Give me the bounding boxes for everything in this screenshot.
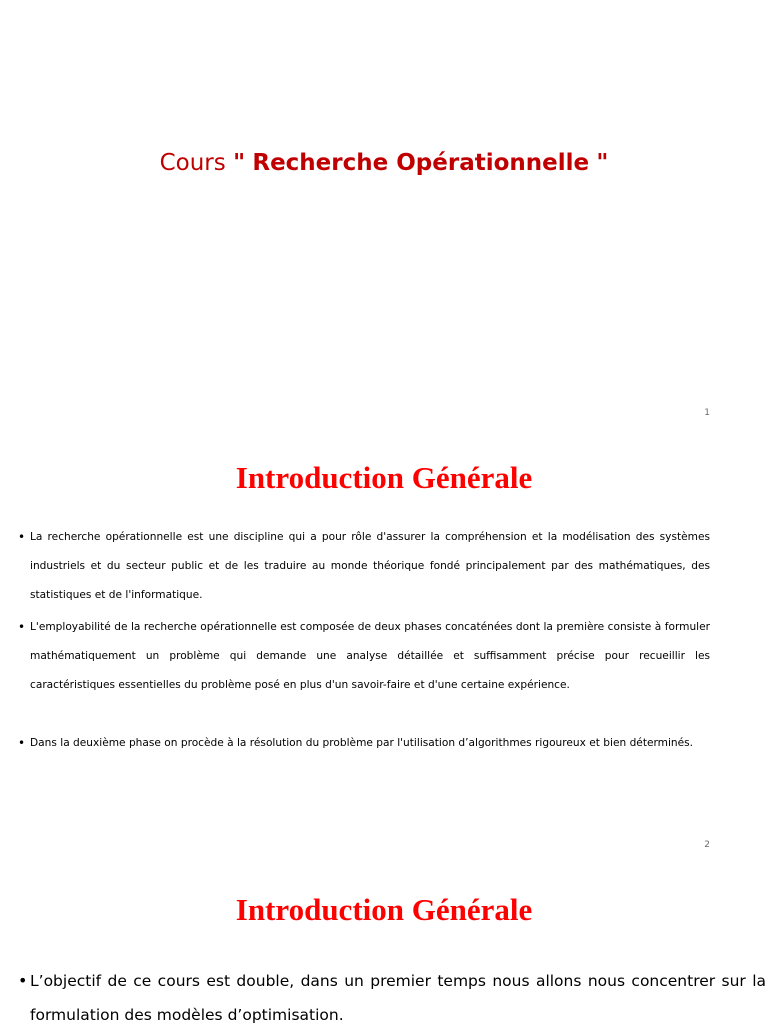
slide-introduction-objective [0, 860, 768, 1024]
bullet-item [18, 729, 710, 758]
bullet-text: L'employabilité de la recherche opérationnelle est composée de deux phases concaténées dont la première consiste à formuler mathématiquement un problème qui demande une analyse détaillée et suffisamment précise pour recueillir les caractéristiques essentielles du problème posé en plus d'un savoir-faire et d'une certaine expérience. [30, 621, 710, 691]
slide-heading: Introduction Générale [235, 460, 533, 495]
bullet-list [18, 523, 710, 761]
bullet-item [18, 523, 710, 610]
course-title-main: Recherche Opérationnelle [252, 150, 590, 176]
bullet-text: La recherche opérationnelle est une discipline qui a pour rôle d'assurer la compréhension et la modélisation des systèmes industriels et du secteur public et de les traduire au monde théorique fondé principalement par des mathématiques, des statistiques et de l'informatique. [30, 531, 710, 601]
bullet-text: Dans la deuxième phase on procède à la résolution du problème par l'utilisation d’algorithmes rigoureux et bien déterminés. [30, 737, 694, 749]
course-title-prefix: Cours [159, 150, 226, 176]
course-title [0, 150, 768, 176]
page-number: 1 [704, 408, 710, 418]
bullet-item [18, 613, 710, 700]
page-number: 2 [704, 840, 710, 850]
bullet-glyph: • [18, 736, 26, 750]
course-title-close-quote: " [596, 150, 609, 176]
bullet-text: L’objectif de ce cours est double, dans un premier temps nous allons nous concentrer sur la formulation des modèles d’optimisation. [30, 972, 766, 1024]
bullet-glyph: • [18, 971, 28, 990]
bullet-glyph: • [18, 620, 26, 634]
slide-cover [0, 0, 768, 430]
slide-introduction [0, 430, 768, 860]
bullet-glyph: • [18, 530, 26, 544]
course-title-open-quote: " [233, 150, 246, 176]
slide-heading: Introduction Générale [235, 892, 533, 927]
bullet-list [18, 964, 766, 1032]
bullet-item [18, 964, 766, 1032]
